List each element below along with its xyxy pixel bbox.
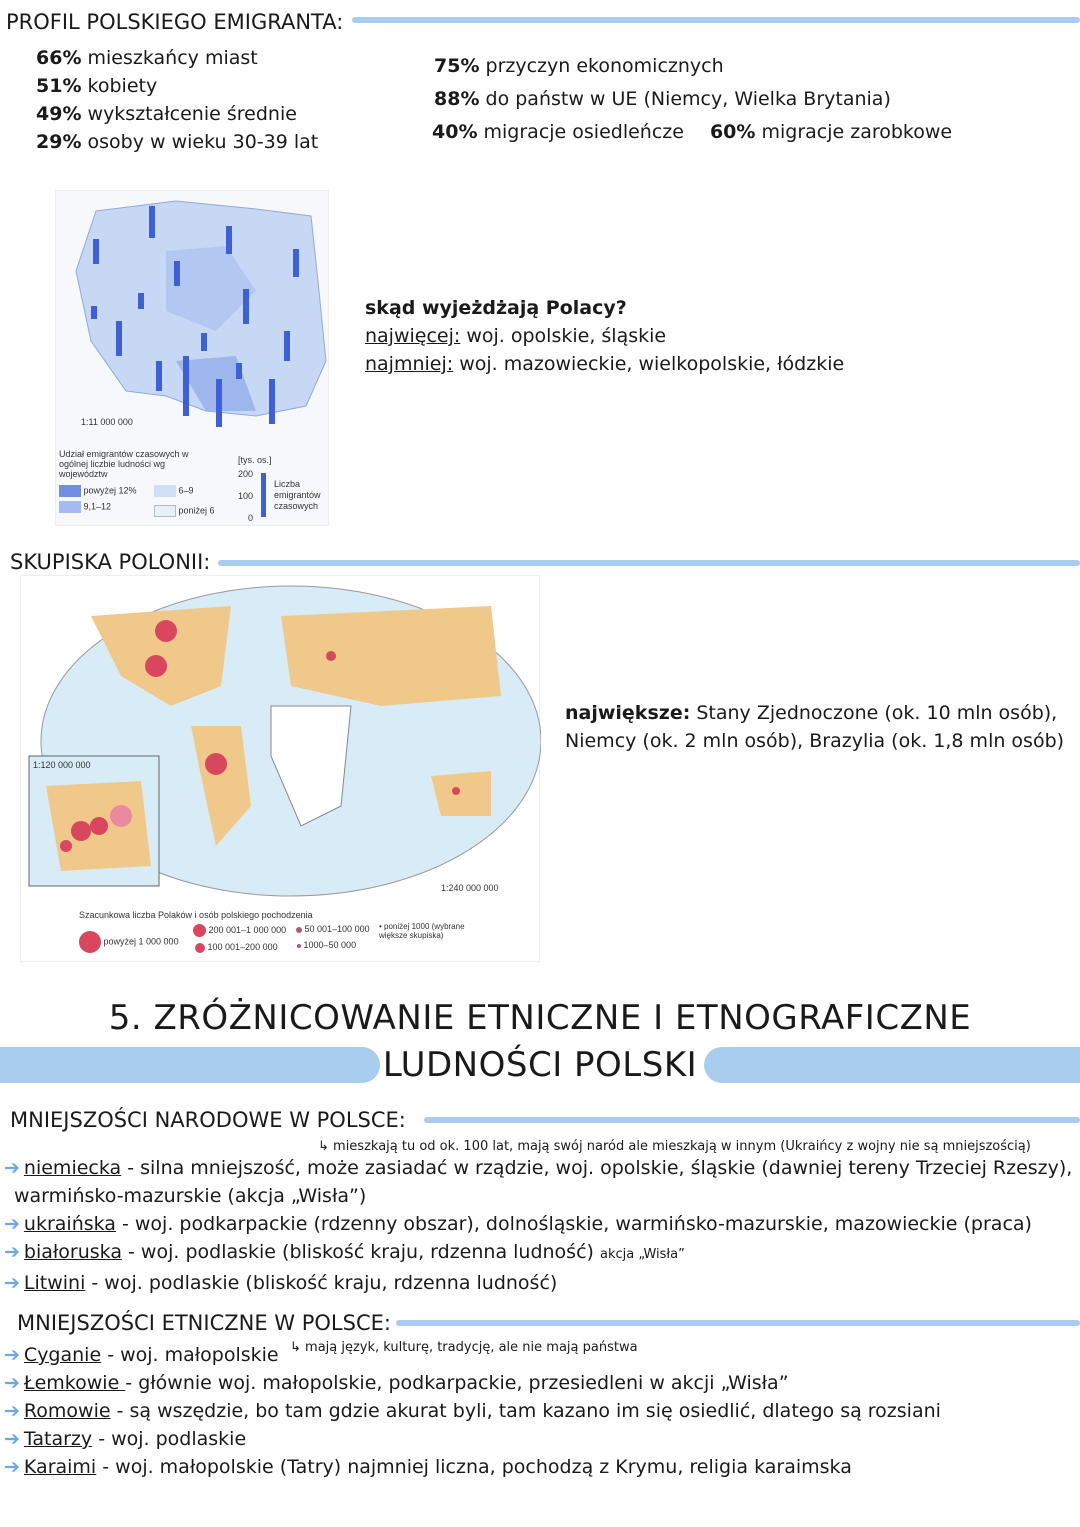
legend-class: powyżej 1 000 000 [103,936,179,947]
stat-pct: 88% [434,88,480,110]
value: woj. mazowieckie, wielkopolskie, łódzkie [453,353,845,375]
map-scale: 1:240 000 000 [441,883,499,893]
legend-tick: 200 [238,469,254,479]
minority-desc: - woj. podkarpackie (rdzenny obszar), dolnośląskie, warmińsko-mazurskie, mazowieckie (praca) [115,1213,1032,1235]
value: Stany Zjednoczone (ok. 10 mln osób), [690,702,1058,724]
legend-title: Udział emigrantów czasowych w ogólnej liczbie ludności wg województw [59,449,189,479]
arrow-icon: ➔ [4,1241,20,1263]
value: woj. opolskie, śląskie [460,325,667,347]
poland-map-graphic [56,191,330,441]
inset-scale: 1:120 000 000 [33,760,91,770]
arrow-icon: ➔ [4,1157,20,1179]
label: największe: [565,702,691,724]
heading-divider [396,1320,1080,1326]
national-list [4,1154,1072,1297]
arrow-icon: ➔ [4,1456,20,1478]
question: skąd wyjeżdżają Polacy? [365,297,627,319]
poland-emigration-map [55,190,329,526]
minority-desc: - woj. podlaskie (bliskość kraju, rdzenna ludność) [122,1241,594,1263]
chapter-title-line2: LUDNOŚCI POLSKI [382,1045,698,1085]
minority-desc: - głównie woj. małopolskie, podkarpackie, przesiedleni w akcji „Wisła” [125,1372,789,1394]
minority-name: Karaimi [23,1456,97,1478]
label: najmniej: [365,353,454,375]
legend-class: 1000–50 000 [303,940,357,950]
arrow-icon: ➔ [4,1213,20,1235]
arrow-icon: ➔ [4,1428,20,1450]
minority-name: białoruska [23,1241,122,1263]
stat-text: do państw w UE (Niemcy, Wielka Brytania) [479,88,891,110]
stat-pct: 66% [36,47,82,69]
minority-name: Łemkowie [23,1372,126,1394]
stat-pct: 29% [36,131,82,153]
legend-class: poniżej 6 [178,505,215,516]
stat-text: migracje zarobkowe [755,121,953,143]
stat-pct: 49% [36,103,82,125]
arrow-icon: ➔ [4,1400,20,1422]
minority-name: Cyganie [23,1344,102,1366]
world-map-graphic [21,576,541,906]
ethnic-note: ↳ mają język, kulturę, tradycję, ale nie mają państwa [290,1340,638,1355]
minority-desc: - woj. małopolskie (Tatry) najmniej liczna, pochodzą z Krymu, religia karaimska [96,1456,852,1478]
minority-name: Tatarzy [23,1428,93,1450]
profile-left-list [36,44,318,156]
stat-pct: 60% [709,121,756,143]
minority-name: niemiecka [23,1157,122,1179]
minority-name: Litwini [23,1272,86,1294]
value: Niemcy (ok. 2 mln osób), Brazylia (ok. 1,8 mln osób) [565,730,1065,752]
legend-class: powyżej 12% [83,485,137,496]
map-scale: 1:11 000 000 [81,417,133,427]
legend-class: 9,1–12 [83,501,112,512]
minority-desc: - woj. podlaskie [92,1428,247,1450]
national-note: ↳ mieszkają tu od ok. 100 lat, mają swój naród ale mieszkają w innym (Ukraińcy z wojny nie są mniejszością) [318,1139,1031,1154]
minority-desc: - woj. podlaskie (bliskość kraju, rdzenna ludność) [85,1272,558,1294]
ethnic-heading: MNIEJSZOŚCI ETNICZNE W POLSCE: [17,1311,391,1335]
largest-block [565,699,1064,755]
where-block [365,294,844,378]
minority-name: ukraińska [23,1213,116,1235]
heading-divider [218,560,1080,566]
stat-text: mieszkańcy miast [81,47,258,69]
arrow-icon: ➔ [4,1344,20,1366]
stat-text: wykształcenie średnie [81,103,297,125]
note-text: mają język, kulturę, tradycję, ale nie mają państwa [305,1340,638,1355]
heading-divider [424,1117,1080,1123]
minority-desc: warmińsko-mazurskie (akcja „Wisła”) [14,1185,367,1207]
legend-class: 6–9 [178,485,194,496]
minority-desc: - silna mniejszość, może zasiadać w rządzie, woj. opolskie, śląskie (dawniej tereny Trzeciej Rzeszy), [121,1157,1073,1179]
stat-text: kobiety [81,75,158,97]
profile-heading: PROFIL POLSKIEGO EMIGRANTA: [6,10,344,34]
stat-text: osoby w wieku 30-39 lat [81,131,319,153]
world-polonia-map: 1:120 000 000 1:240 000 000 Szacunkowa liczba Polaków i osób polskiego pochodzenia powyżej 1 000 000 200 001–1 000 000 100 001–200 000 50 001–100 000 1000–50 000 • poniżej 1000 (wybrane większe skupiska) [20,575,540,962]
legend-class: 200 001–1 000 000 [208,924,287,935]
national-heading: MNIEJSZOŚCI NARODOWE W POLSCE: [10,1108,406,1132]
note-text: mieszkają tu od ok. 100 lat, mają swój naród ale mieszkają w innym (Ukraińcy z wojny nie są mniejszością) [333,1139,1031,1154]
stat-text: przyczyn ekonomicznych [479,55,724,77]
heading-divider [352,17,1080,23]
arrow-icon: ➔ [4,1272,20,1294]
stat-pct: 40% [432,121,478,143]
arrow-icon: ➔ [4,1372,20,1394]
legend-unit: [tys. os.] [238,455,272,465]
legend-class: 50 001–100 000 [304,924,370,934]
legend-title: Szacunkowa liczba Polaków i osób polskiego pochodzenia [79,910,313,920]
stat-pct: 75% [434,55,480,77]
legend-tick: 100 [238,491,254,501]
legend-tick: 0 [248,513,254,523]
profile-right-list [434,50,952,149]
minority-name: Romowie [23,1400,111,1422]
legend-bar-label: Liczba emigrantów czasowych [274,479,321,511]
legend-class: 100 001–200 000 [207,942,278,952]
legend-class: poniżej 1000 (wybrane większe skupiska) [379,922,465,940]
ethnic-list [4,1341,941,1481]
minority-desc: - są wszędzie, bo tam gdzie akurat byli, tam kazano im się osiedlić, dlatego są rozsiani [110,1400,941,1422]
minority-desc: - woj. małopolskie [101,1344,279,1366]
stat-text: migracje osiedleńcze [477,121,684,143]
legend-bar [261,473,266,517]
stat-pct: 51% [36,75,82,97]
side-note: akcja „Wisła” [599,1247,685,1262]
polonia-heading: SKUPISKA POLONII: [10,550,211,574]
label: najwięcej: [365,325,461,347]
chapter-title-line1: 5. ZRÓŻNICOWANIE ETNICZNE I ETNOGRAFICZNE [108,998,972,1038]
